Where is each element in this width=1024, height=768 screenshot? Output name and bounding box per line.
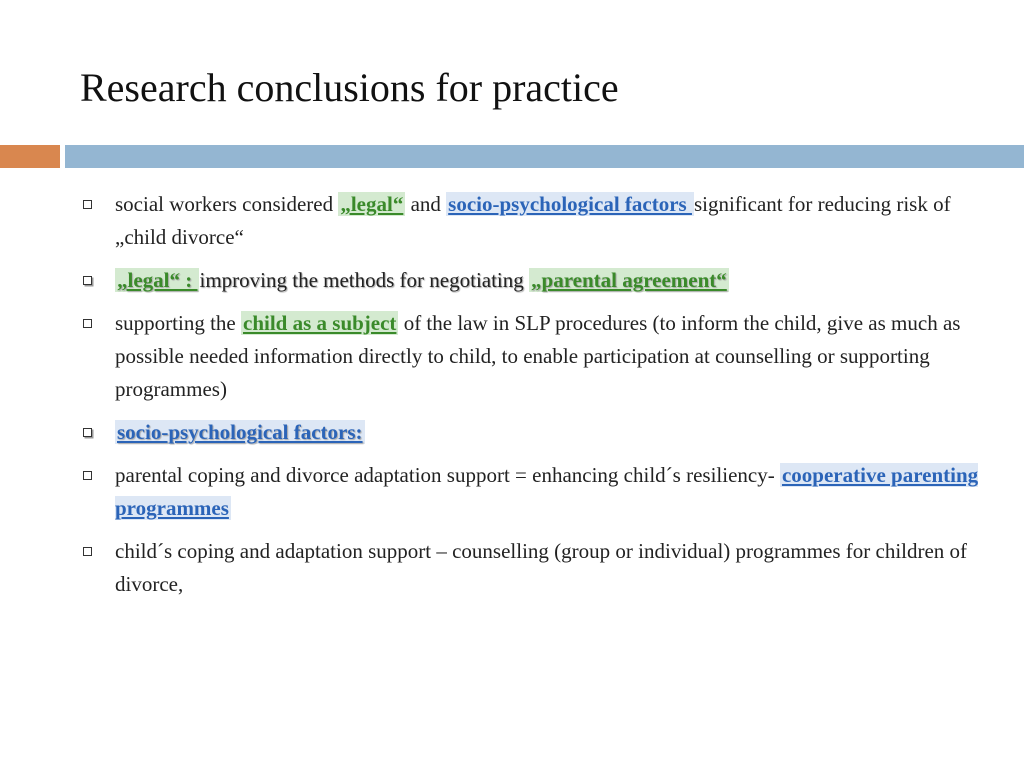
bullet-text: and <box>405 192 447 216</box>
hollow-square-icon <box>83 276 92 285</box>
bullet-text: of the law in SLP procedures (to inform the child, give as much as possible needed information directly to child, to enable participation at counselling or supporting programmes) <box>115 311 961 401</box>
parental-agreement-link[interactable]: „parental agreement“ <box>531 268 727 292</box>
bullet-item <box>80 535 990 601</box>
bullet-text: parental coping and divorce adaptation support = enhancing child´s resiliency- <box>115 463 780 487</box>
hollow-square-icon <box>83 319 92 328</box>
hollow-square-icon <box>83 428 92 437</box>
bullet-item <box>80 307 990 406</box>
hollow-square-icon <box>83 200 92 209</box>
legal-link[interactable]: „legal“ : <box>117 268 198 292</box>
accent-bar <box>0 145 60 168</box>
cooperative-parenting-link[interactable]: cooperative parenting programmes <box>115 463 979 520</box>
socio-psychological-factors-link[interactable]: socio-psychological factors: <box>117 420 363 444</box>
bullet-item <box>80 264 990 297</box>
child-as-subject-link[interactable]: child as a subject <box>243 311 397 335</box>
bullet-text: significant for reducing risk of „child divorce“ <box>115 192 951 249</box>
socio-psychological-factors-link[interactable]: socio-psychological factors <box>448 192 692 216</box>
bullet-item <box>80 459 990 525</box>
hollow-square-icon <box>83 471 92 480</box>
legal-link[interactable]: „legal“ <box>340 192 404 216</box>
slide-title: Research conclusions for practice <box>80 65 619 110</box>
bullet-item <box>80 188 990 254</box>
bullet-list <box>80 188 990 611</box>
title-divider-bar <box>65 145 1024 168</box>
hollow-square-icon <box>83 547 92 556</box>
bullet-item <box>80 416 990 449</box>
bullet-text: supporting the <box>115 311 241 335</box>
bullet-text: improving the methods for negotiating <box>199 268 530 292</box>
bullet-text: social workers considered <box>115 192 339 216</box>
bullet-text: child´s coping and adaptation support – counselling (group or individual) programmes for children of divorce, <box>115 539 968 596</box>
